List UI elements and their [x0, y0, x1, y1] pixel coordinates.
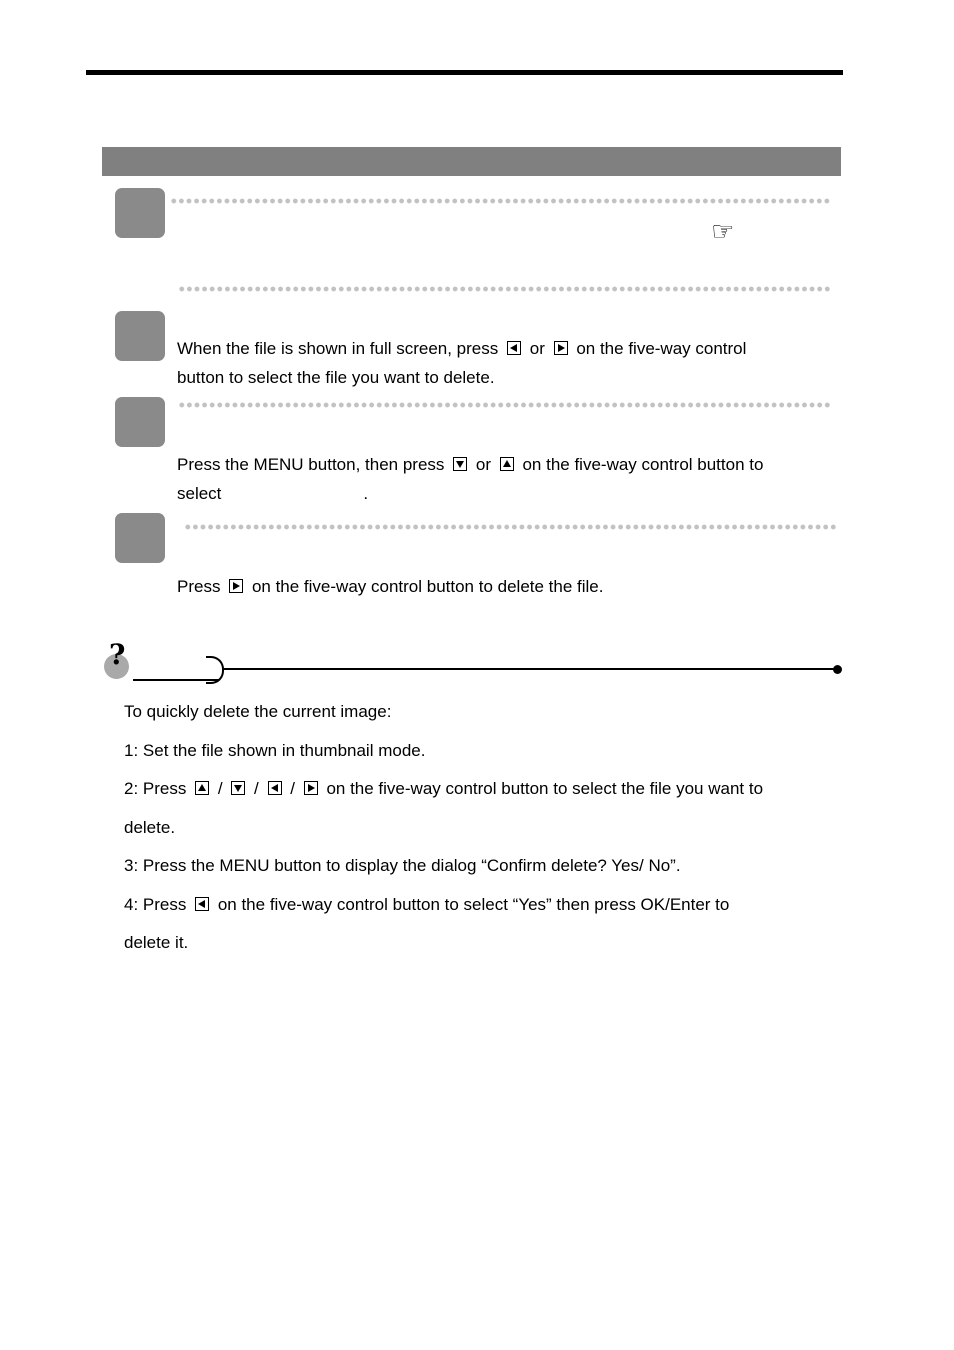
step-2-text-a: When the file is shown in full screen, press: [177, 339, 499, 358]
step-4-box: [115, 513, 165, 563]
tip-separator: /: [217, 779, 223, 798]
tip-item-3: 3: Press the MENU button to display the dialog “Confirm delete? Yes/ No”.: [124, 856, 681, 875]
step-2-or: or: [529, 339, 545, 358]
down-arrow-key-icon: [231, 781, 245, 795]
tip-rule-end-dot: [833, 665, 842, 674]
step-3-text-b: on the five-way control button to: [522, 455, 764, 474]
tip-rule: [222, 668, 836, 670]
step-2-line-1: [177, 334, 746, 363]
step-4-text: on the five-way control button to delete the file.: [251, 577, 604, 596]
step-1-box: [115, 188, 165, 238]
step-3-select: select: [177, 484, 222, 503]
step-4-press: Press: [177, 577, 221, 596]
up-arrow-key-icon: [195, 781, 209, 795]
tip-item-2-cont: delete.: [124, 818, 176, 837]
step-2-text-b: on the five-way control: [576, 339, 747, 358]
step-4-line: [177, 572, 603, 601]
right-arrow-key-icon: [229, 579, 243, 593]
left-arrow-key-icon: [507, 341, 521, 355]
step-2-box: [115, 311, 165, 361]
step-3-text-a: Press the MENU button, then press: [177, 455, 445, 474]
tip-item-1: 1: Set the file shown in thumbnail mode.: [124, 741, 426, 760]
tip-bracket: [206, 656, 224, 684]
step-1-dotted-bottom: [178, 286, 832, 292]
up-arrow-key-icon: [500, 457, 514, 471]
step-3-period: .: [363, 484, 369, 503]
step-4-dotted: [184, 524, 836, 530]
tip-item-2-press: 2: Press: [124, 779, 187, 798]
tip-separator: /: [254, 779, 259, 798]
tip-intro: To quickly delete the current image:: [124, 702, 392, 721]
step-3-or: or: [475, 455, 491, 474]
down-arrow-key-icon: [453, 457, 467, 471]
tip-item-4: [124, 890, 729, 919]
right-arrow-key-icon: [304, 781, 318, 795]
left-arrow-key-icon: [195, 897, 209, 911]
tip-item-4-press: 4: Press: [124, 895, 187, 914]
tip-item-2: [124, 774, 763, 803]
step-2-dotted: [178, 402, 832, 408]
step-3-line-2: [177, 479, 368, 508]
tip-item-4-text: on the five-way control button to select “Yes” then press OK/Enter to: [217, 895, 730, 914]
left-arrow-key-icon: [268, 781, 282, 795]
tip-item-4-cont: delete it.: [124, 933, 189, 952]
header-rule: [86, 70, 843, 75]
step-1-dotted-top: [170, 198, 830, 204]
tip-separator: /: [290, 779, 295, 798]
step-2-line-2: button to select the file you want to delete.: [177, 368, 495, 387]
tip-item-2-text: on the five-way control button to select the file you want to: [326, 779, 764, 798]
right-arrow-key-icon: [554, 341, 568, 355]
step-3-box: [115, 397, 165, 447]
question-mark-icon: ?: [109, 638, 126, 671]
step-3-line-1: [177, 450, 763, 479]
section-title-bar: [102, 147, 841, 176]
hand-pointer-icon: ☞: [711, 217, 735, 247]
